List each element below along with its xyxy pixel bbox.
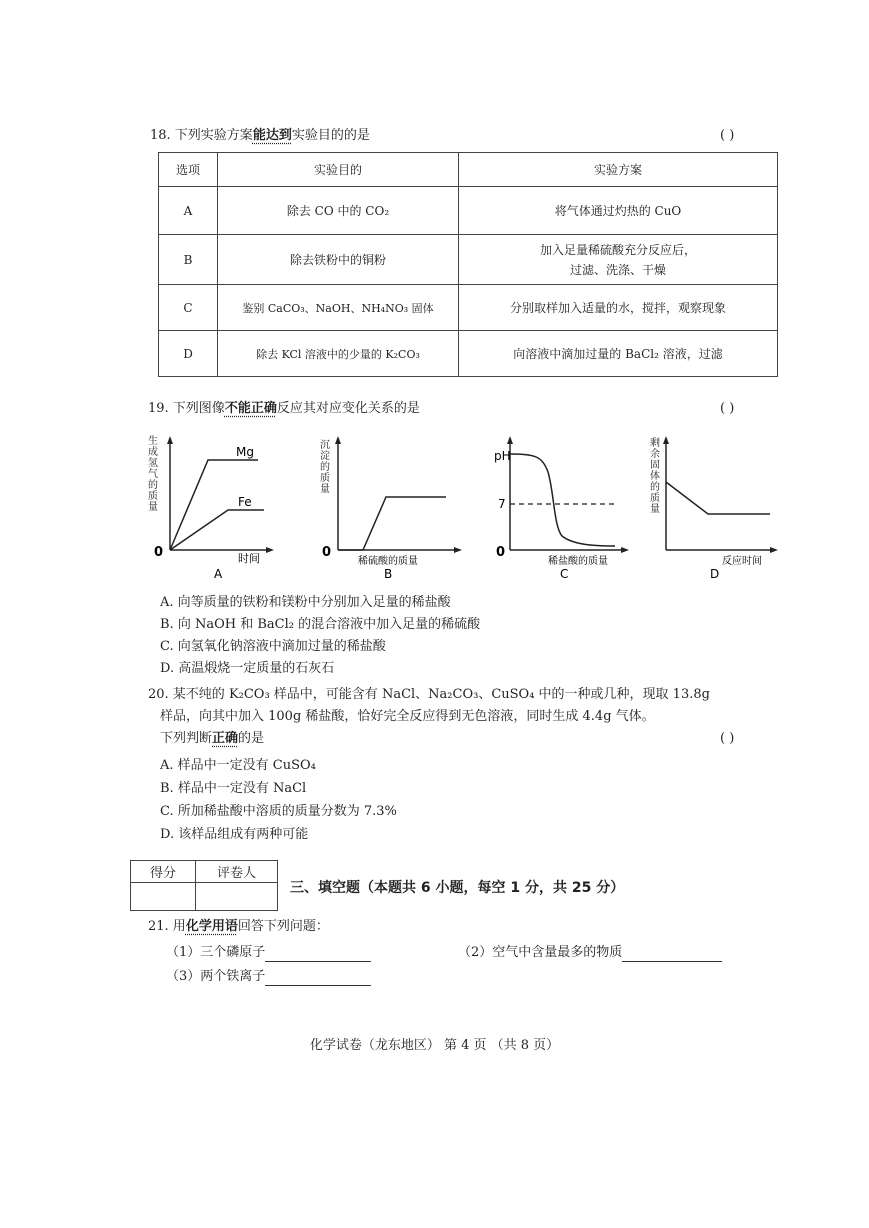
q20-option-b: B. 样品中一定没有 NaCl — [160, 781, 307, 796]
row-plan-line: 向溶液中滴加过量的 BaCl₂ 溶液，过滤 — [513, 347, 723, 361]
q18-stem — [150, 127, 370, 145]
q21-item2 — [458, 944, 722, 962]
q19-stem — [148, 400, 420, 418]
grader-cell — [196, 883, 278, 911]
q19-stem-pre: 19. 下列图像 — [148, 401, 225, 416]
row-option: C — [159, 285, 218, 331]
q19-stem-emphasis: 不能正确 — [224, 401, 277, 416]
q21-stem-emphasis: 化学用语 — [185, 919, 238, 934]
q21-stem — [148, 918, 329, 936]
header-plan: 实验方案 — [459, 153, 778, 187]
q20-option-c: C. 所加稀盐酸中溶质的质量分数为 7.3% — [160, 804, 397, 819]
graph-c-y-arrow — [507, 436, 513, 444]
graph-b — [318, 432, 468, 582]
graph-b-line — [338, 497, 446, 550]
section3-title: 三、填空题（本题共 6 小题，每空 1 分，共 25 分） — [290, 880, 625, 896]
row-option: D — [159, 331, 218, 377]
q21-stem-post: 回答下列问题： — [237, 919, 329, 934]
q20-line3-pre: 下列判断 — [160, 731, 213, 746]
graph-d-y-arrow — [663, 436, 669, 444]
row-plan — [459, 235, 778, 285]
q20-option-d: D. 该样品组成有两种可能 — [160, 827, 309, 842]
graph-c-x-arrow — [621, 547, 629, 553]
q21-stem-pre: 21. 用 — [148, 919, 186, 934]
row-plan-line: 加入足量稀硫酸充分反应后， — [539, 242, 696, 257]
table-row — [159, 331, 778, 377]
q21-item1-label: （1）三个磷原子 — [166, 945, 266, 960]
row-goal: 鉴别 CaCO₃、NaOH、NH₄NO₃ 固体 — [218, 285, 459, 331]
graph-a-letter: A — [214, 567, 223, 581]
row-plan-line: 将气体通过灼热的 CuO — [554, 204, 682, 218]
q21-item1 — [166, 944, 371, 962]
graph-a-fe-label: Fe — [238, 495, 252, 509]
q19-options — [160, 592, 480, 680]
graph-d — [646, 432, 786, 582]
q20-line3-emphasis: 正确 — [212, 731, 239, 746]
score-cell — [131, 883, 196, 911]
graph-c-curve — [510, 454, 615, 546]
q21-item3 — [166, 968, 371, 986]
graph-a-origin: 0 — [154, 545, 164, 560]
row-goal: 除去铁粉中的铜粉 — [218, 235, 459, 285]
q20-line3-post: 的是 — [238, 731, 265, 746]
table-row — [159, 187, 778, 235]
graph-b-letter: B — [384, 567, 393, 581]
q19-option-c: C. 向氢氧化钠溶液中滴加过量的稀盐酸 — [160, 639, 386, 654]
row-option: B — [159, 235, 218, 285]
q20-options — [160, 754, 397, 846]
q20-option-a: A. 样品中一定没有 CuSO₄ — [160, 758, 316, 773]
q19-stem-post: 反应其对应变化关系的是 — [276, 401, 420, 416]
graph-b-y-arrow — [335, 436, 341, 444]
graph-b-origin: 0 — [322, 545, 332, 560]
graph-a-ylabel: 生成氢气的质量 — [148, 436, 158, 513]
graph-b-ylabel: 沉淀的质量 — [320, 440, 330, 495]
graph-d-xlabel: 反应时间 — [722, 556, 762, 567]
graph-b-xlabel: 稀硫酸的质量 — [358, 556, 418, 567]
row-plan — [459, 331, 778, 377]
graph-b-x-arrow — [454, 547, 462, 553]
graph-a — [140, 432, 280, 582]
q19-answer-paren: ( ) — [720, 401, 735, 416]
table-header-row — [159, 153, 778, 187]
q20-line1: 20. 某不纯的 K₂CO₃ 样品中，可能含有 NaCl、Na₂CO₃、CuSO₄ 中的一种或几种，现取 13.8g — [148, 687, 710, 702]
q18-stem-post: 实验目的的是 — [291, 128, 370, 143]
table-row — [159, 235, 778, 285]
q20-line2: 样品，向其中加入 100g 稀盐酸，恰好完全反应得到无色溶液，同时生成 4.4g 气体。 — [160, 709, 655, 724]
graph-c-origin: 0 — [496, 545, 506, 560]
q20-answer-paren: ( ) — [720, 731, 735, 746]
q21-item3-blank[interactable] — [265, 969, 371, 986]
graph-a-xlabel: 时间 — [238, 552, 260, 565]
table-row — [159, 285, 778, 331]
q20-stem — [148, 684, 710, 750]
graph-c — [490, 432, 640, 582]
graph-d-line — [666, 482, 770, 514]
q18-answer-paren: ( ) — [720, 128, 735, 143]
q18-stem-pre: 18. 下列实验方案 — [150, 128, 253, 143]
graph-d-ylabel: 剩余固体的质量 — [650, 438, 660, 515]
row-plan-line: 分别取样加入适量的水，搅拌，观察现象 — [509, 301, 726, 315]
graph-c-letter: C — [560, 567, 569, 581]
q21-item2-label: （2）空气中含量最多的物质 — [458, 945, 623, 960]
graph-c-tick: 7 — [498, 497, 506, 511]
graph-a-mg-label: Mg — [236, 445, 254, 459]
header-option: 选项 — [159, 153, 218, 187]
q21-item3-label: （3）两个铁离子 — [166, 969, 266, 984]
graph-c-xlabel: 稀盐酸的质量 — [548, 556, 608, 567]
q19-option-a: A. 向等质量的铁粉和镁粉中分别加入足量的稀盐酸 — [160, 595, 451, 610]
header-goal: 实验目的 — [218, 153, 459, 187]
q21-item2-blank[interactable] — [622, 945, 722, 962]
row-plan — [459, 187, 778, 235]
row-plan — [459, 285, 778, 331]
graph-d-letter: D — [710, 567, 720, 581]
q21-item1-blank[interactable] — [265, 945, 371, 962]
row-option: A — [159, 187, 218, 235]
page-footer: 化学试卷（龙东地区） 第 4 页 （共 8 页） — [309, 1038, 560, 1053]
graph-a-x-arrow — [266, 547, 274, 553]
graph-c-ylabel: pH — [494, 449, 511, 463]
q20-line3 — [148, 728, 710, 750]
row-goal: 除去 CO 中的 CO₂ — [218, 187, 459, 235]
q18-table — [158, 152, 778, 377]
graph-a-y-arrow — [167, 436, 173, 444]
grader-label: 评卷人 — [196, 861, 278, 883]
score-box — [130, 860, 278, 911]
q19-option-d: D. 高温煅烧一定质量的石灰石 — [160, 661, 335, 676]
row-goal: 除去 KCl 溶液中的少量的 K₂CO₃ — [218, 331, 459, 377]
q18-stem-emphasis: 能达到 — [252, 128, 292, 143]
q19-option-b: B. 向 NaOH 和 BaCl₂ 的混合溶液中加入足量的稀硫酸 — [160, 617, 481, 632]
graph-d-x-arrow — [770, 547, 778, 553]
row-plan-line: 过滤、洗涤、干燥 — [569, 262, 666, 277]
score-label: 得分 — [131, 861, 196, 883]
